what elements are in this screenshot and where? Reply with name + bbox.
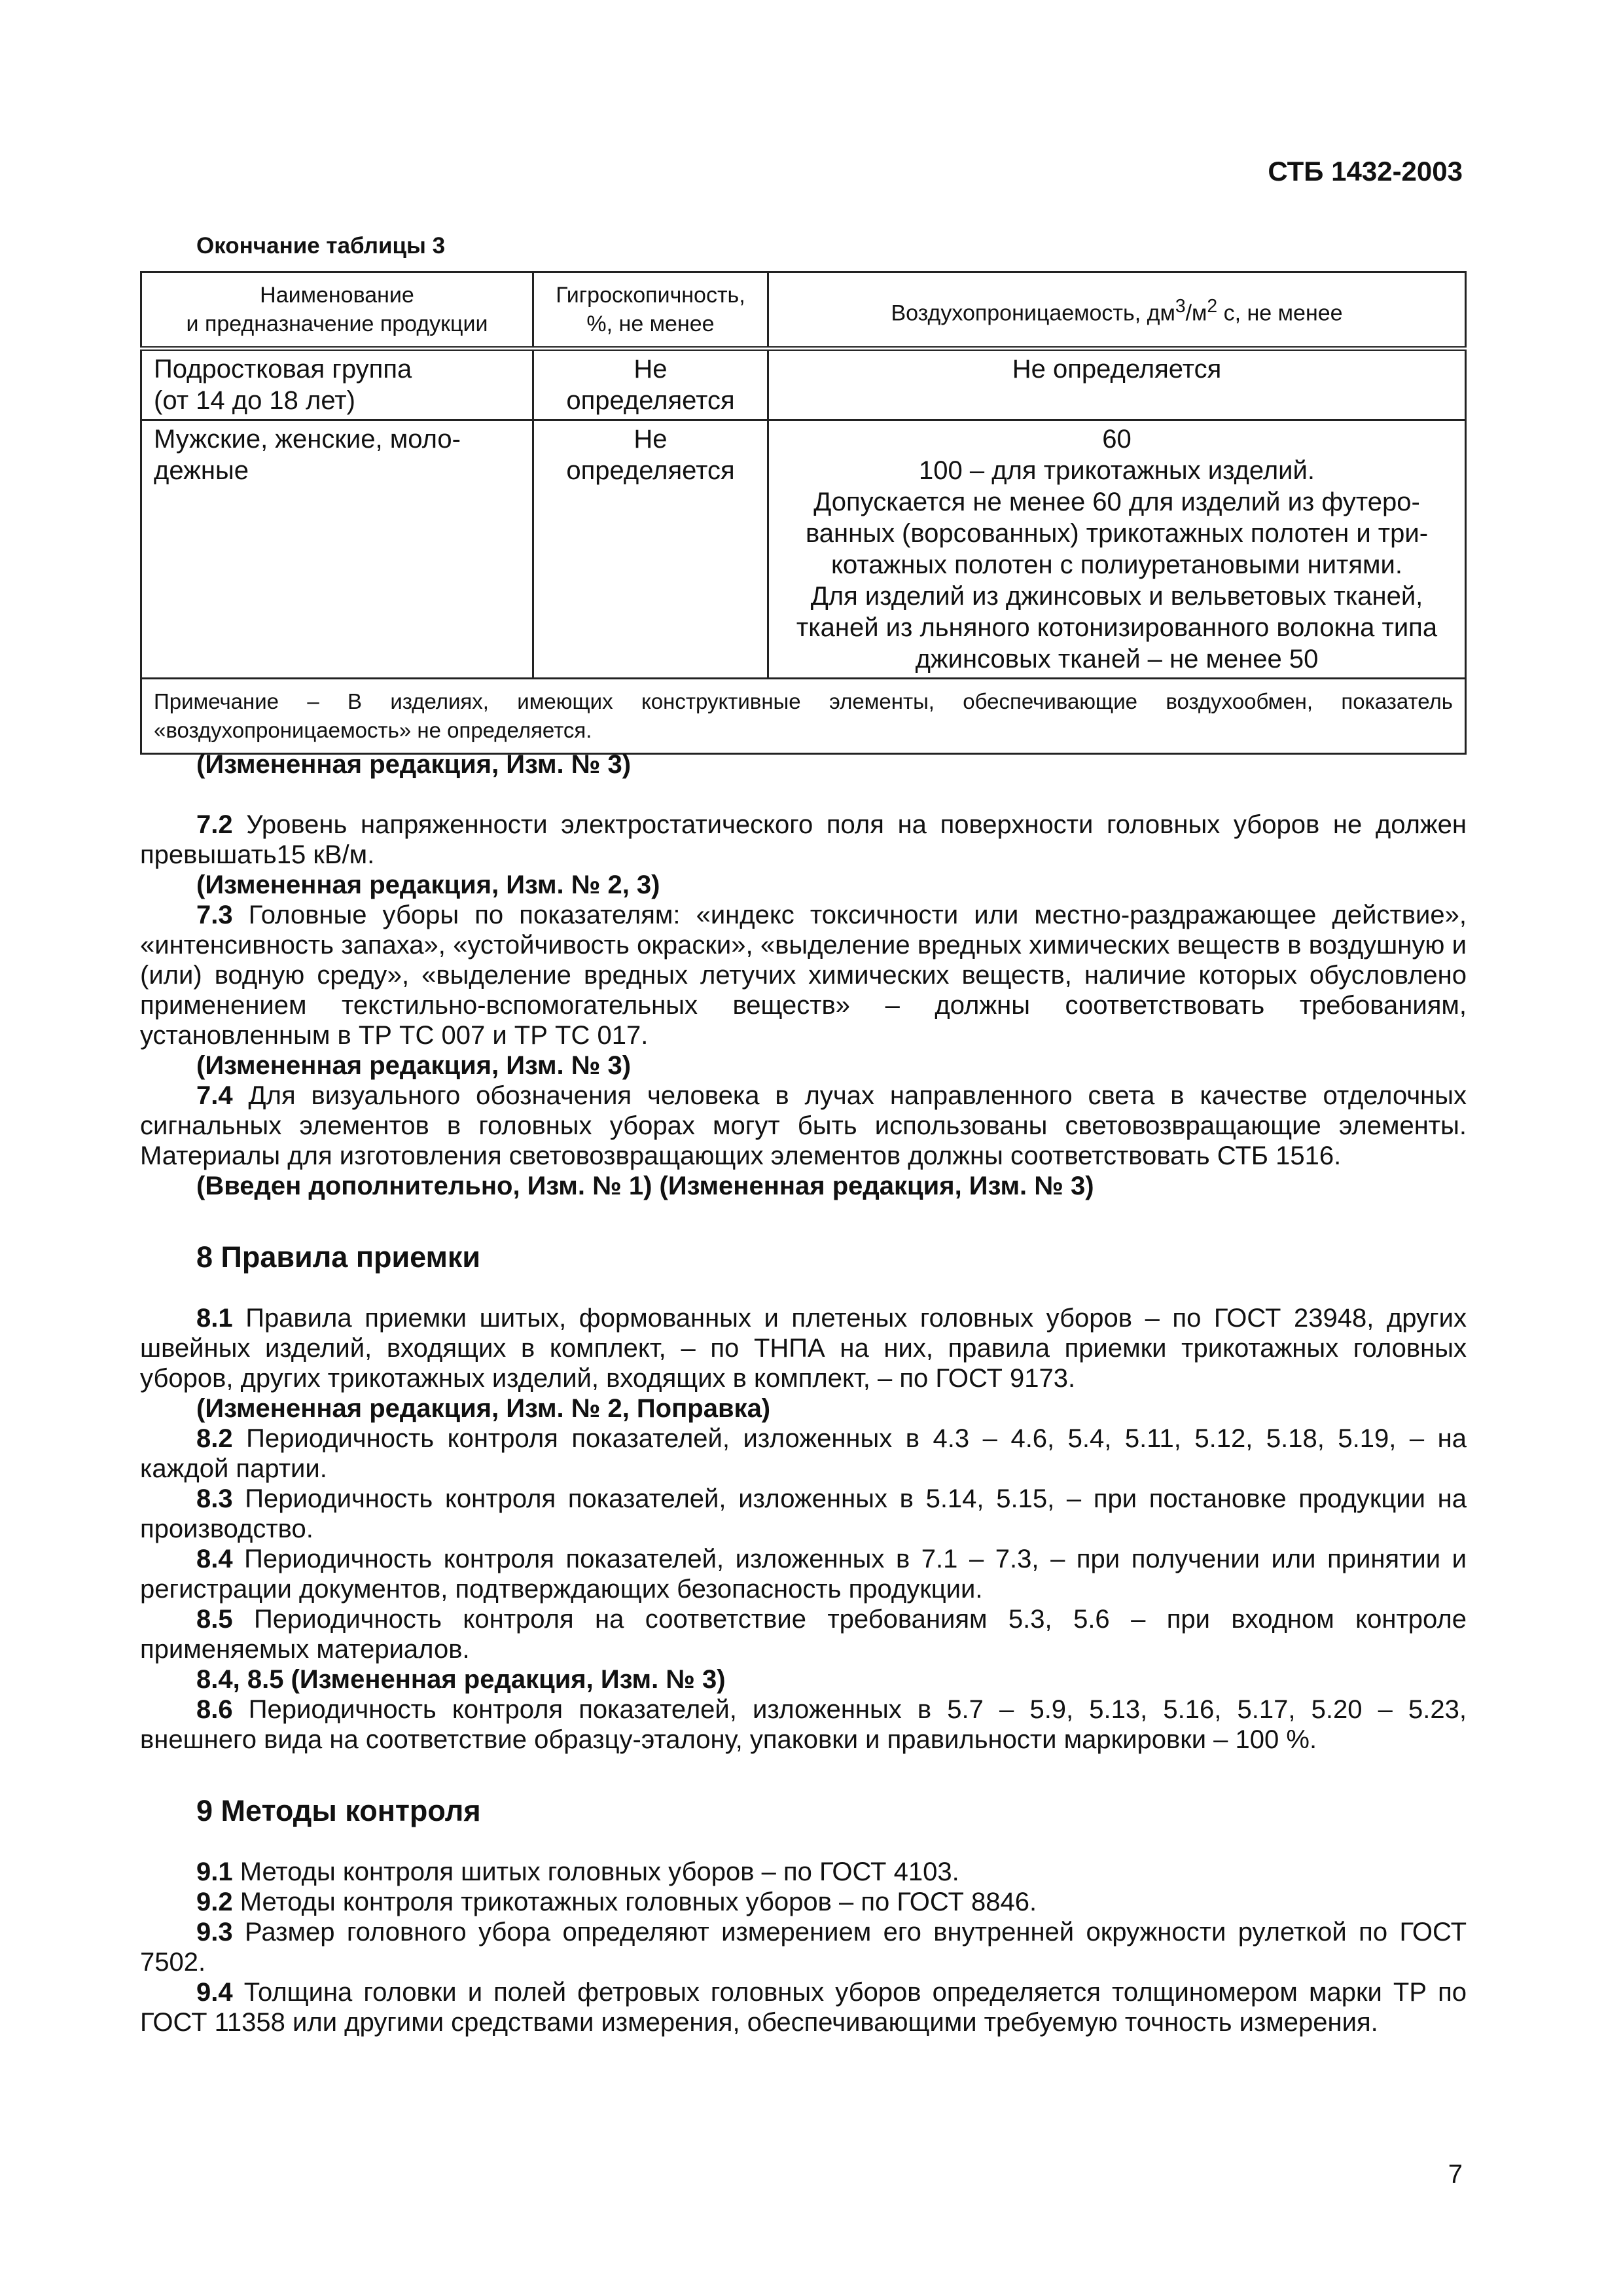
requirements-table	[140, 271, 1467, 755]
cell-hygroscopicity: Не определяется	[533, 420, 768, 679]
clause-8-3: 8.3 Периодичность контроля показателей, изложенных в 5.14, 5.15, – при постановке продукции на производство.	[140, 1484, 1467, 1543]
clause-9-4: 9.4 Толщина головки и полей фетровых головных уборов определяется толщиномером марки ТР по ГОСТ 11358 или другими средствами измерения, обеспечивающими требуемую точность измерения.	[140, 1978, 1467, 2037]
amendment-note: 8.4, 8.5 (Измененная редакция, Изм. № 3)	[196, 1665, 726, 1694]
standard-code: СТБ 1432-2003	[1268, 156, 1463, 187]
cell-product-name: Мужские, женские, моло- дежные	[141, 420, 533, 679]
section-9-title: 9 Методы контроля	[196, 1794, 481, 1827]
clause-7-4: 7.4 Для визуального обозначения человека в лучах направленного света в качестве отделочных сигнальных элементов в головных уборах могут быть использованы световозвращающие элементы. Материалы для изготовления световозвращающих элементов должны соответствовать СТБ 1516.	[140, 1081, 1467, 1170]
clause-7-2: 7.2 Уровень напряженности электростатического поля на поверхности головных уборов не должен превышать15 кВ/м.	[140, 810, 1467, 869]
section-8-title: 8 Правила приемки	[196, 1240, 481, 1274]
amendment-note: (Измененная редакция, Изм. № 2, 3)	[196, 870, 660, 899]
clause-8-4: 8.4 Периодичность контроля показателей, изложенных в 7.1 – 7.3, – при получении или принятии и регистрации документов, подтверждающих безопасность продукции.	[140, 1545, 1467, 1604]
clause-7-3: 7.3 Головные уборы по показателям: «индекс токсичности или местно-раздражающее действие», «интенсивность запаха», «устойчивость окраски», «выделение вредных химических веществ в воздушную и (или) водную среду», «выделение вредных летучих химических веществ, наличие которых обусловлено применением текстильно-вспомогательных веществ» – должны соответствовать требованиям, установленным в ТР ТС 007 и ТР ТС 017.	[140, 901, 1467, 1050]
clause-8-1: 8.1 Правила приемки шитых, формованных и плетеных головных уборов – по ГОСТ 23948, других швейных изделий, входящих в комплект, – по ТНПА на них, правила приемки трикотажных головных уборов, других трикотажных изделий, входящих в комплект, – по ГОСТ 9173.	[140, 1304, 1467, 1393]
cell-hygroscopicity: Не определяется	[533, 349, 768, 420]
cell-product-name: Подростковая группа (от 14 до 18 лет)	[141, 349, 533, 420]
page-number: 7	[1448, 2160, 1463, 2189]
amendment-note: (Измененная редакция, Изм. № 3)	[196, 1051, 632, 1080]
clause-9-3: 9.3 Размер головного убора определяют измерением его внутренней окружности рулеткой по ГОСТ 7502.	[140, 1918, 1467, 1977]
amendment-note: (Измененная редакция, Изм. № 3)	[196, 750, 632, 779]
table-note: Примечание – В изделиях, имеющих конструктивные элементы, обеспечивающие воздухообмен, показатель «воздухопроницаемость» не определяется.	[141, 679, 1466, 754]
header-hygroscopicity: Гигроскопичность, %, не менее	[533, 272, 768, 349]
table-note-row	[141, 679, 1466, 754]
cell-air-permeability: Не определяется	[768, 349, 1466, 420]
clause-8-2: 8.2 Периодичность контроля показателей, изложенных в 4.3 – 4.6, 5.4, 5.11, 5.12, 5.18, 5.19, – на каждой партии.	[140, 1424, 1467, 1483]
clause-8-6: 8.6 Периодичность контроля показателей, изложенных в 5.7 – 5.9, 5.13, 5.16, 5.17, 5.20 – 5.23, внешнего вида на соответствие образцу-эталону, упаковки и правильности маркировки – 100 %.	[140, 1695, 1467, 1754]
clause-8-5: 8.5 Периодичность контроля на соответствие требованиям 5.3, 5.6 – при входном контроле применяемых материалов.	[140, 1605, 1467, 1664]
amendment-note: (Введен дополнительно, Изм. № 1) (Измененная редакция, Изм. № 3)	[196, 1172, 1094, 1200]
clause-9-2: 9.2 Методы контроля трикотажных головных уборов – по ГОСТ 8846.	[196, 1888, 1037, 1916]
header-product-name: Наименование и предназначение продукции	[141, 272, 533, 349]
table-header-row	[141, 272, 1466, 349]
amendment-note: (Измененная редакция, Изм. № 2, Поправка)	[196, 1394, 771, 1423]
clause-9-1: 9.1 Методы контроля шитых головных уборов – по ГОСТ 4103.	[196, 1857, 959, 1886]
table-row	[141, 349, 1466, 420]
header-air-permeability: Воздухопроницаемость, $дм^3/м^2$ с, не менее	[768, 272, 1466, 349]
table-row	[141, 420, 1466, 679]
cell-air-permeability: 60 100 – для трикотажных изделий. Допускается не менее 60 для изделий из футеро- ванных (ворсованных) трикотажных полотен и три- котажных полотен с полиуретановыми нитями. Для изделий из джинсовых и вельветовых тканей, тканей из льняного котонизированного волокна типа джинсовых тканей – не менее 50	[768, 420, 1466, 679]
table-caption: Окончание таблицы 3	[196, 233, 446, 259]
document-body	[140, 749, 1467, 2037]
